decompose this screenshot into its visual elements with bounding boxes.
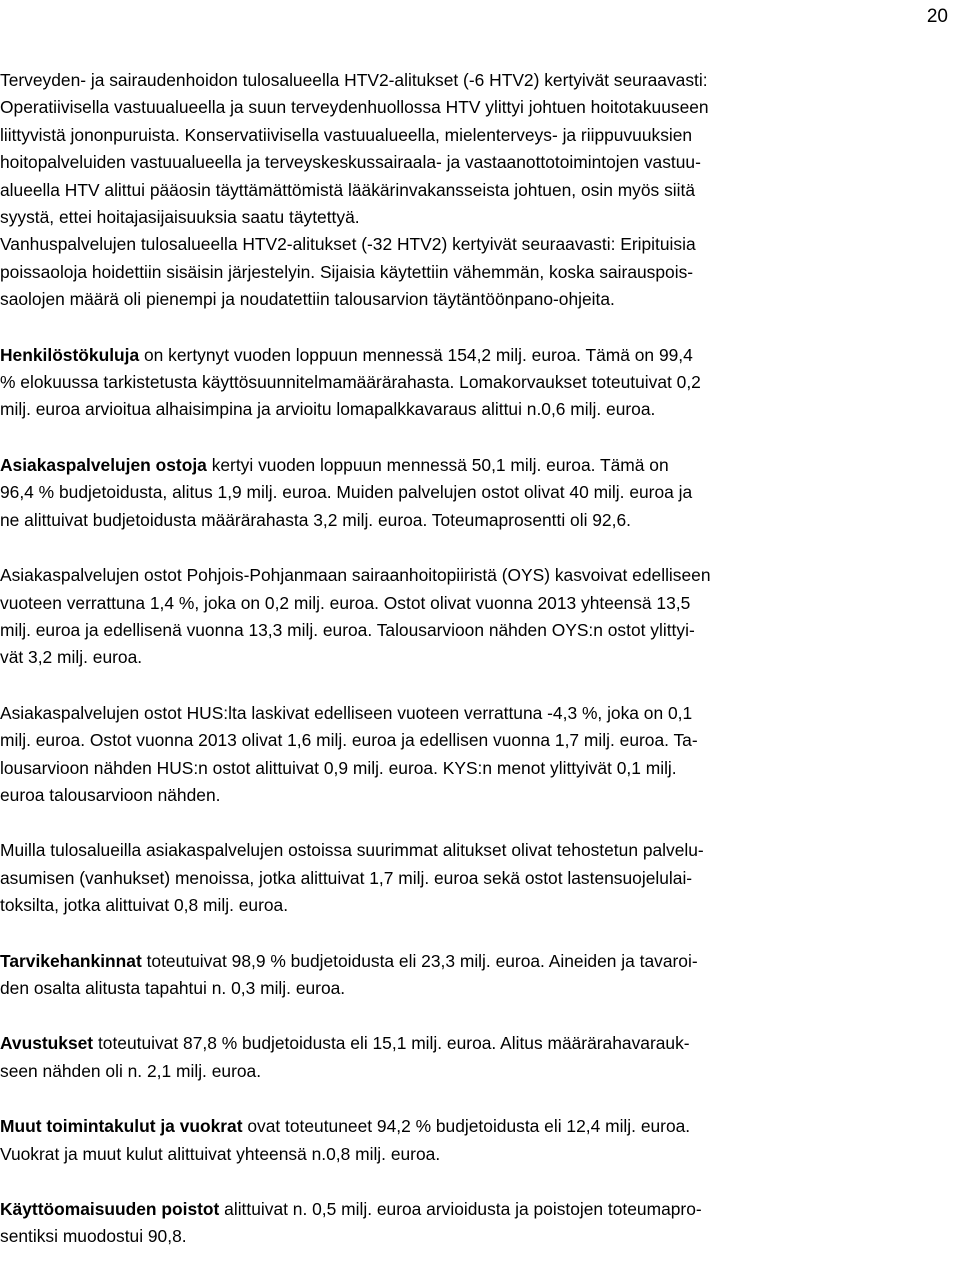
text-line xyxy=(0,1196,953,1223)
paragraph-client-service-purchases xyxy=(0,452,953,534)
bold-term: Tarvikehankinnat xyxy=(0,950,142,971)
text-line: Vuokrat ja muut kulut alittuivat yhteensä n.0,8 milj. euroa. xyxy=(0,1143,441,1164)
text-line: asumisen (vanhukset) menoissa, jotka alittuivat 1,7 milj. euroa sekä ostot lastensuojelulai- xyxy=(0,867,693,888)
paragraph-depreciation xyxy=(0,1196,953,1251)
paragraph-other-areas xyxy=(0,837,953,919)
paragraph-hus-purchases xyxy=(0,700,953,810)
text-line: vuoteen verrattuna 1,4 %, joka on 0,2 milj. euroa. Ostot olivat vuonna 2013 yhteensä 13,5 xyxy=(0,592,691,613)
text-line: milj. euroa. Ostot vuonna 2013 olivat 1,6 milj. euroa ja edellisen vuonna 1,7 milj. euroa. Ta- xyxy=(0,730,698,751)
bold-term: Käyttöomaisuuden poistot xyxy=(0,1199,220,1219)
text-segment: toteutuivat 98,9 % budjetoidusta eli 23,3 milj. euroa. Aineiden ja tavaroi- xyxy=(141,950,698,971)
paragraph-grants xyxy=(0,1030,953,1085)
text-line: Vanhuspalvelujen tulosalueella HTV2-alitukset (-32 HTV2) kertyivät seuraavasti: Eripituisia xyxy=(0,234,696,255)
text-line xyxy=(0,342,953,369)
text-line: milj. euroa ja edellisenä vuonna 13,3 milj. euroa. Talousarvioon nähden OYS:n ostot ylittyi- xyxy=(0,619,695,640)
text-line: 96,4 % budjetoidusta, alitus 1,9 milj. euroa. Muiden palvelujen ostot olivat 40 milj. euroa ja xyxy=(0,482,693,503)
text-line: hoitopalveluiden vastuualueella ja terveyskeskussairaala- ja vastaanottotoimintojen vastuu- xyxy=(0,152,701,173)
text-line: liittyvistä jononpuruista. Konservatiivisella vastuualueella, mielenterveys- ja riippuvuuksien xyxy=(0,124,693,145)
text-line xyxy=(0,1113,953,1140)
text-line: sentiksi muodostui 90,8. xyxy=(0,1226,187,1247)
bold-term: Henkilöstökuluja xyxy=(0,344,140,365)
text-line: syystä, ettei hoitajasijaisuuksia saatu täytettyä. xyxy=(0,207,360,228)
text-line: vät 3,2 milj. euroa. xyxy=(0,647,143,668)
text-line: Terveyden- ja sairaudenhoidon tulosalueella HTV2-alitukset (-6 HTV2) kertyivät seuraavasti: xyxy=(0,70,708,90)
bold-term: Avustukset xyxy=(0,1033,94,1054)
text-line: Asiakaspalvelujen ostot Pohjois-Pohjanmaan sairaanhoitopiiristä (OYS) kasvoivat edelliseen xyxy=(0,565,711,586)
bold-term: Asiakaspalvelujen ostoja xyxy=(0,454,207,475)
text-line: Muilla tulosalueilla asiakaspalvelujen ostoissa suurimmat alitukset olivat tehostetun palvelu- xyxy=(0,840,704,861)
paragraph-personnel-costs xyxy=(0,342,953,424)
text-segment: kertyi vuoden loppuun mennessä 50,1 milj. euroa. Tämä on xyxy=(206,454,669,475)
text-line: seen nähden oli n. 2,1 milj. euroa. xyxy=(0,1060,262,1081)
text-line: den osalta alitusta tapahtui n. 0,3 milj. euroa. xyxy=(0,977,346,998)
text-segment: toteutuivat 87,8 % budjetoidusta eli 15,1 milj. euroa. Alitus määrärahavarauk- xyxy=(93,1033,690,1054)
text-segment: on kertynyt vuoden loppuun mennessä 154,2 milj. euroa. Tämä on 99,4 xyxy=(139,344,693,365)
text-segment: alittuivat n. 0,5 milj. euroa arvioidusta ja poistojen toteumapro- xyxy=(219,1199,702,1219)
paragraph-supplies xyxy=(0,948,953,1003)
paragraph-health-care-htv xyxy=(0,67,953,231)
text-line: lousarvioon nähden HUS:n ostot alittuivat 0,9 milj. euroa. KYS:n menot ylittyivät 0,1 milj. xyxy=(0,757,677,778)
text-line: Asiakaspalvelujen ostot HUS:lta laskivat edelliseen vuoteen verrattuna -4,3 %, joka on 0,1 xyxy=(0,702,693,723)
paragraph-other-costs-rents xyxy=(0,1113,953,1168)
text-line: euroa talousarvioon nähden. xyxy=(0,784,221,805)
bold-term: Muut toimintakulut ja vuokrat xyxy=(0,1116,243,1137)
paragraph-oys-purchases xyxy=(0,562,953,672)
text-line: poissaoloja hoidettiin sisäisin järjestelyin. Sijaisia käytettiin vähemmän, koska sairauspois- xyxy=(0,261,694,282)
text-line: saolojen määrä oli pienempi ja noudatettiin talousarvion täytäntöönpano-ohjeita. xyxy=(0,289,615,310)
text-line xyxy=(0,948,953,975)
text-line: toksilta, jotka alittuivat 0,8 milj. euroa. xyxy=(0,895,289,916)
page-number: 20 xyxy=(926,6,948,27)
paragraph-elderly-services-htv xyxy=(0,231,953,313)
text-line: % elokuussa tarkistetusta käyttösuunnitelmamäärärahasta. Lomakorvaukset toteutuivat 0,2 xyxy=(0,372,701,393)
text-line xyxy=(0,1030,953,1057)
text-line: milj. euroa arvioitua alhaisimpina ja arvioitu lomapalkkavaraus alittui n.0,6 milj. euroa. xyxy=(0,399,656,420)
document-body xyxy=(0,67,953,1279)
text-line xyxy=(0,452,953,479)
text-line: ne alittuivat budjetoidusta määrärahasta 3,2 milj. euroa. Toteumaprosentti oli 92,6. xyxy=(0,509,631,530)
text-segment: ovat toteutuneet 94,2 % budjetoidusta eli 12,4 milj. euroa. xyxy=(242,1116,691,1137)
text-line: Operatiivisella vastuualueella ja suun terveydenhuollossa HTV ylittyi johtuen hoitotakuuseen xyxy=(0,97,709,118)
text-line: alueella HTV alittui pääosin täyttämättömistä lääkärinvakansseista johtuen, osin myös siitä xyxy=(0,179,696,200)
